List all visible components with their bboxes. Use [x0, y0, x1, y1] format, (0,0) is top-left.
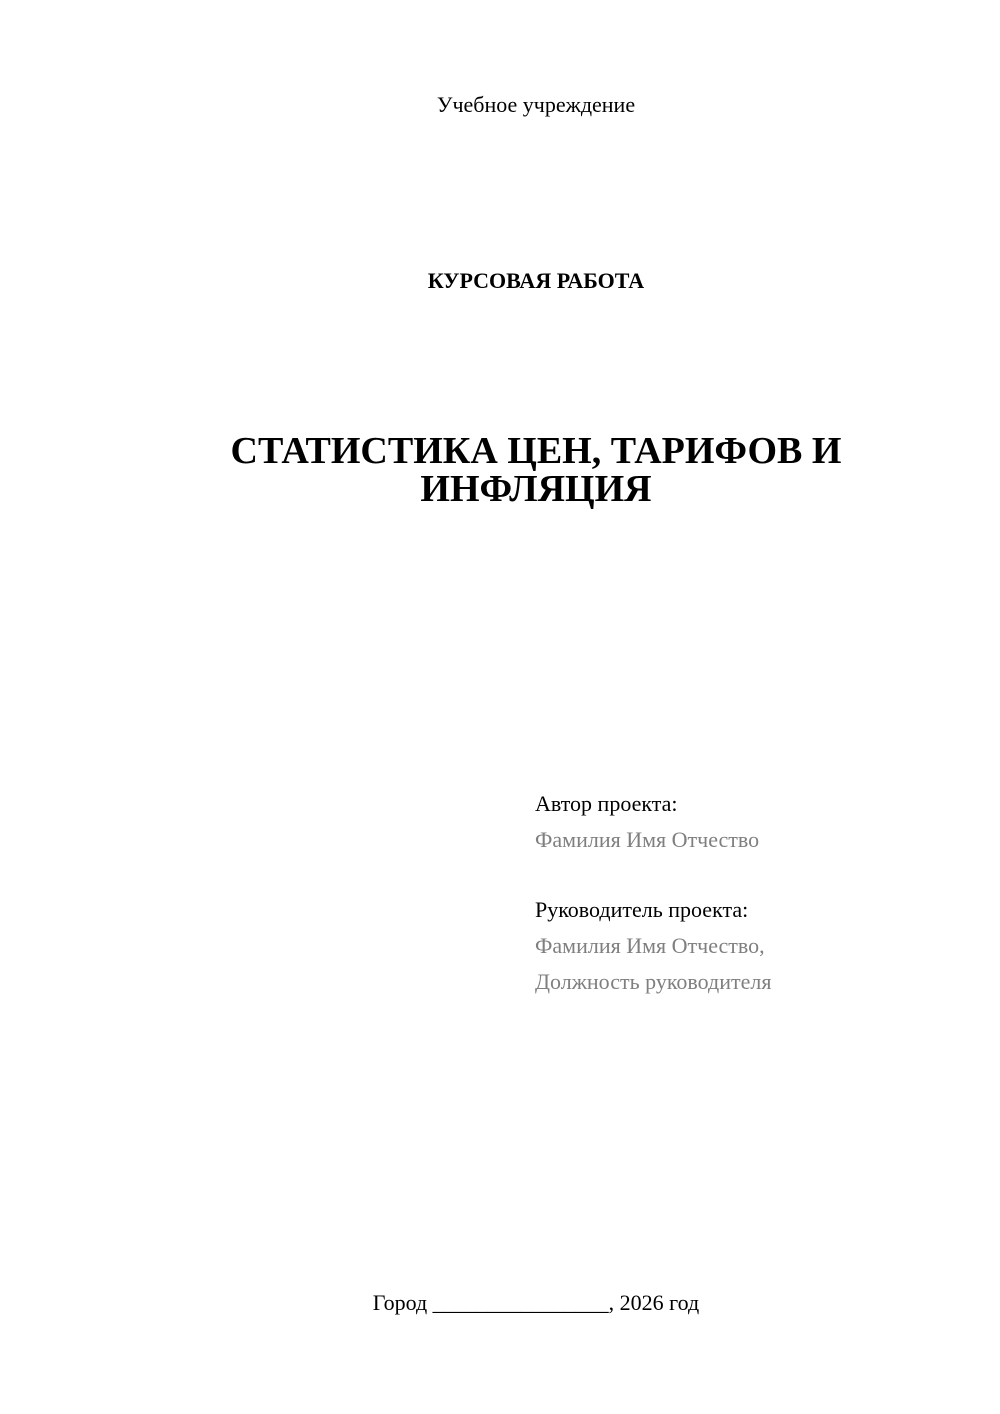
document-type: КУРСОВАЯ РАБОТА	[427, 268, 645, 293]
signature-block	[535, 786, 975, 1000]
supervisor-name: Фамилия Имя Отчество,	[535, 933, 765, 958]
city-year-line: Город ________________, 2026 год	[372, 1290, 700, 1315]
spacer	[535, 858, 975, 892]
supervisor-position: Должность руководителя	[535, 969, 772, 994]
author-label: Автор проекта:	[535, 791, 678, 816]
author-name: Фамилия Имя Отчество	[535, 827, 760, 852]
title-line-2: ИНФЛЯЦИЯ	[420, 468, 652, 510]
institution-name: Учебное учреждение	[436, 92, 636, 117]
title-line-1: СТАТИСТИКА ЦЕН, ТАРИФОВ И	[230, 430, 842, 472]
document-title	[180, 432, 892, 508]
supervisor-label: Руководитель проекта:	[535, 897, 749, 922]
